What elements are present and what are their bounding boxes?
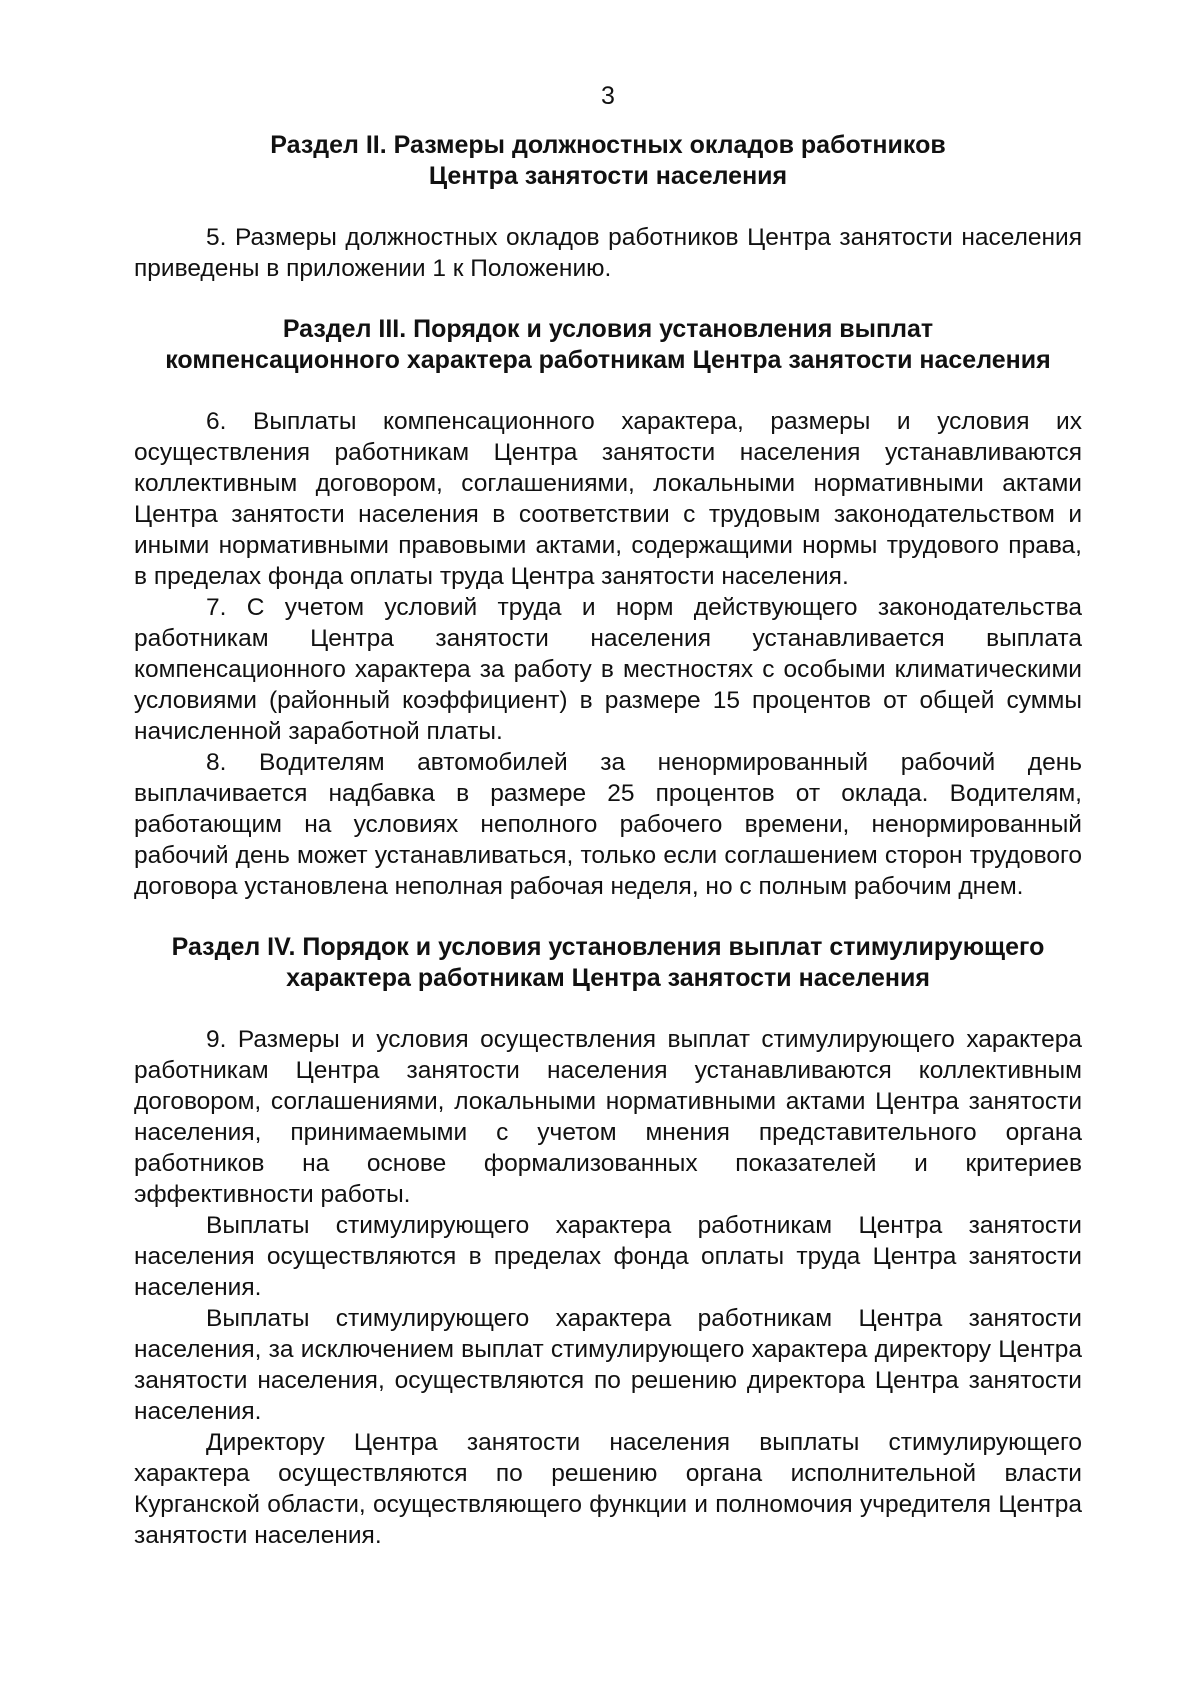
section-2 [134, 130, 1082, 284]
paragraph-7: 7. С учетом условий труда и норм действующего законодательства работникам Центра занятости населения устанавливается выплата компенсационного характера за работу в местностях с особыми климатическими условиями (районный коэффициент) в размере 15 процентов от общей суммы начисленной заработной платы. [134, 594, 1082, 745]
page-number: 3 [601, 82, 615, 110]
section-title-line: Раздел IV. Порядок и условия установления выплат стимулирующего [171, 933, 1045, 961]
section-3-title [134, 314, 1082, 376]
paragraph-9-2: Выплаты стимулирующего характера работникам Центра занятости населения осуществляются в пределах фонда оплаты труда Центра занятости населения. [134, 1212, 1082, 1301]
section-title-line: компенсационного характера работникам Центра занятости населения [165, 346, 1051, 374]
paragraph-6: 6. Выплаты компенсационного характера, размеры и условия их осуществления работникам Центра занятости населения устанавливаются коллективным договором, соглашениями, локальными нормативными актами Центра занятости населения в соответствии с трудовым законодательством и иными нормативными правовыми актами, содержащими нормы трудового права, в пределах фонда оплаты труда Центра занятости населения. [134, 408, 1082, 590]
section-title-line: Раздел II. Размеры должностных окладов работников [270, 131, 946, 159]
section-title-line: Раздел III. Порядок и условия установления выплат [282, 315, 934, 343]
section-title-line: характера работникам Центра занятости населения [286, 964, 930, 992]
section-title-line: Центра занятости населения [428, 162, 788, 190]
section-4-title [134, 932, 1082, 994]
section-3 [134, 314, 1082, 902]
section-4 [134, 932, 1082, 1551]
paragraph-9-4: Директору Центра занятости населения выплаты стимулирующего характера осуществляются по решению органа исполнительной власти Курганской области, осуществляющего функции и полномочия учредителя Центра занятости населения. [134, 1429, 1082, 1549]
paragraph-5: 5. Размеры должностных окладов работников Центра занятости населения приведены в приложении 1 к Положению. [134, 224, 1082, 282]
section-2-title [134, 130, 1082, 192]
paragraph-8: 8. Водителям автомобилей за ненормированный рабочий день выплачивается надбавка в размере 25 процентов от оклада. Водителям, работающим на условиях неполного рабочего времени, ненормированный рабочий день может устанавливаться, только если соглашением сторон трудового договора установлена неполная рабочая неделя, но с полным рабочим днем. [134, 749, 1082, 900]
paragraph-9: 9. Размеры и условия осуществления выплат стимулирующего характера работникам Центра занятости населения устанавливаются коллективным договором, соглашениями, локальными нормативными актами Центра занятости населения, принимаемыми с учетом мнения представительного органа работников на основе формализованных показателей и критериев эффективности работы. [134, 1026, 1082, 1208]
paragraph-9-3: Выплаты стимулирующего характера работникам Центра занятости населения, за исключением выплат стимулирующего характера директору Центра занятости населения, осуществляются по решению директора Центра занятости населения. [134, 1305, 1082, 1425]
